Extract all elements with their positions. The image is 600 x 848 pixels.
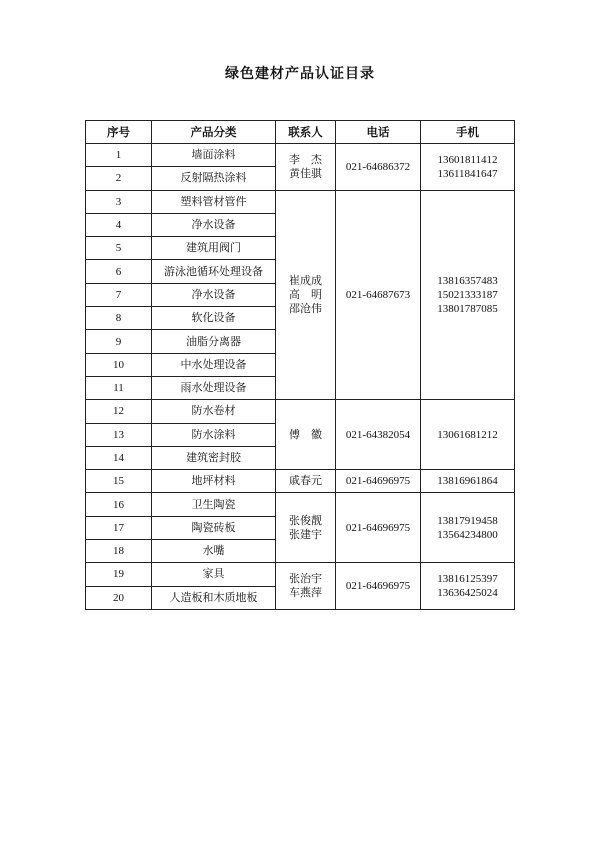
- category-cell: 防水卷材: [152, 400, 276, 423]
- mobile-number: 13601811412: [437, 153, 498, 166]
- header-phone: 电话: [336, 121, 421, 144]
- seq-cell: 4: [86, 213, 152, 236]
- mobile-number: 13817919458: [437, 514, 498, 527]
- seq-cell: 6: [86, 260, 152, 283]
- mobile-cell: [421, 144, 515, 191]
- category-cell: 地坪材料: [152, 470, 276, 493]
- header-contact: 联系人: [276, 121, 336, 144]
- phone-cell: 021-64696975: [336, 493, 421, 563]
- category-cell: 建筑用阀门: [152, 237, 276, 260]
- category-cell: 净水设备: [152, 283, 276, 306]
- table-row: [86, 493, 515, 516]
- seq-cell: 8: [86, 307, 152, 330]
- seq-cell: 1: [86, 144, 152, 167]
- seq-cell: 14: [86, 446, 152, 469]
- mobile-number: 13636425024: [437, 587, 498, 600]
- table-row: [86, 144, 515, 167]
- table-body: [86, 144, 515, 610]
- category-cell: 雨水处理设备: [152, 376, 276, 399]
- seq-cell: 20: [86, 586, 152, 609]
- contact-name: 崔成成: [289, 273, 322, 287]
- header-mobile: 手机: [421, 121, 515, 144]
- mobile-number: 13816125397: [437, 573, 498, 586]
- seq-cell: 10: [86, 353, 152, 376]
- header-seq: 序号: [86, 121, 152, 144]
- mobile-number: 13061681212: [437, 428, 498, 441]
- header-category: 产品分类: [152, 121, 276, 144]
- category-cell: 中水处理设备: [152, 353, 276, 376]
- contact-name: 戚春元: [289, 474, 322, 488]
- phone-cell: 021-64687673: [336, 190, 421, 400]
- seq-cell: 16: [86, 493, 152, 516]
- phone-cell: 021-64696975: [336, 563, 421, 610]
- contact-cell: [276, 190, 336, 400]
- seq-cell: 5: [86, 237, 152, 260]
- phone-cell: 021-64696975: [336, 470, 421, 493]
- mobile-cell: [421, 493, 515, 563]
- contact-name: 张俊靓: [289, 513, 322, 527]
- contact-name: 李 杰: [289, 152, 322, 166]
- category-cell: 人造板和木质地板: [152, 586, 276, 609]
- mobile-number: 15021333187: [437, 288, 498, 301]
- seq-cell: 7: [86, 283, 152, 306]
- mobile-number: 13816961864: [437, 475, 498, 488]
- category-cell: 塑料管材管件: [152, 190, 276, 213]
- seq-cell: 12: [86, 400, 152, 423]
- mobile-number: 13564234800: [437, 528, 498, 541]
- seq-cell: 13: [86, 423, 152, 446]
- seq-cell: 2: [86, 167, 152, 190]
- mobile-cell: [421, 470, 515, 493]
- category-cell: 软化设备: [152, 307, 276, 330]
- category-cell: 卫生陶瓷: [152, 493, 276, 516]
- page-title: 绿色建材产品认证目录: [225, 66, 375, 82]
- category-cell: 陶瓷砖板: [152, 516, 276, 539]
- seq-cell: 15: [86, 470, 152, 493]
- certification-catalog-table: [85, 120, 515, 610]
- contact-name: 车燕萍: [289, 586, 322, 600]
- category-cell: 建筑密封胶: [152, 446, 276, 469]
- contact-cell: [276, 144, 336, 191]
- mobile-number: 13816357483: [437, 274, 498, 287]
- contact-name: 张治宇: [289, 572, 322, 586]
- mobile-cell: [421, 400, 515, 470]
- contact-cell: [276, 493, 336, 563]
- category-cell: 油脂分离器: [152, 330, 276, 353]
- mobile-cell: [421, 190, 515, 400]
- category-cell: 反射隔热涂料: [152, 167, 276, 190]
- seq-cell: 17: [86, 516, 152, 539]
- category-cell: 水嘴: [152, 540, 276, 563]
- table-header-row: [86, 121, 515, 144]
- seq-cell: 19: [86, 563, 152, 586]
- mobile-number: 13611841647: [437, 167, 498, 180]
- seq-cell: 9: [86, 330, 152, 353]
- seq-cell: 11: [86, 376, 152, 399]
- category-cell: 净水设备: [152, 213, 276, 236]
- category-cell: 游泳池循环处理设备: [152, 260, 276, 283]
- contact-cell: [276, 563, 336, 610]
- category-cell: 墙面涂料: [152, 144, 276, 167]
- contact-name: 张建宇: [289, 527, 322, 541]
- table-row: [86, 190, 515, 213]
- phone-cell: 021-64686372: [336, 144, 421, 191]
- category-cell: 防水涂料: [152, 423, 276, 446]
- category-cell: 家具: [152, 563, 276, 586]
- mobile-cell: [421, 563, 515, 610]
- table-row: [86, 470, 515, 493]
- seq-cell: 18: [86, 540, 152, 563]
- table-row: [86, 400, 515, 423]
- mobile-number: 13801787085: [437, 302, 498, 315]
- table-row: [86, 563, 515, 586]
- contact-cell: [276, 400, 336, 470]
- contact-name: 傅 徽: [289, 427, 322, 441]
- contact-name: 高 明: [289, 287, 322, 301]
- contact-cell: [276, 470, 336, 493]
- seq-cell: 3: [86, 190, 152, 213]
- contact-name: 邵沧伟: [289, 301, 322, 315]
- phone-cell: 021-64382054: [336, 400, 421, 470]
- contact-name: 黄佳骐: [289, 166, 322, 180]
